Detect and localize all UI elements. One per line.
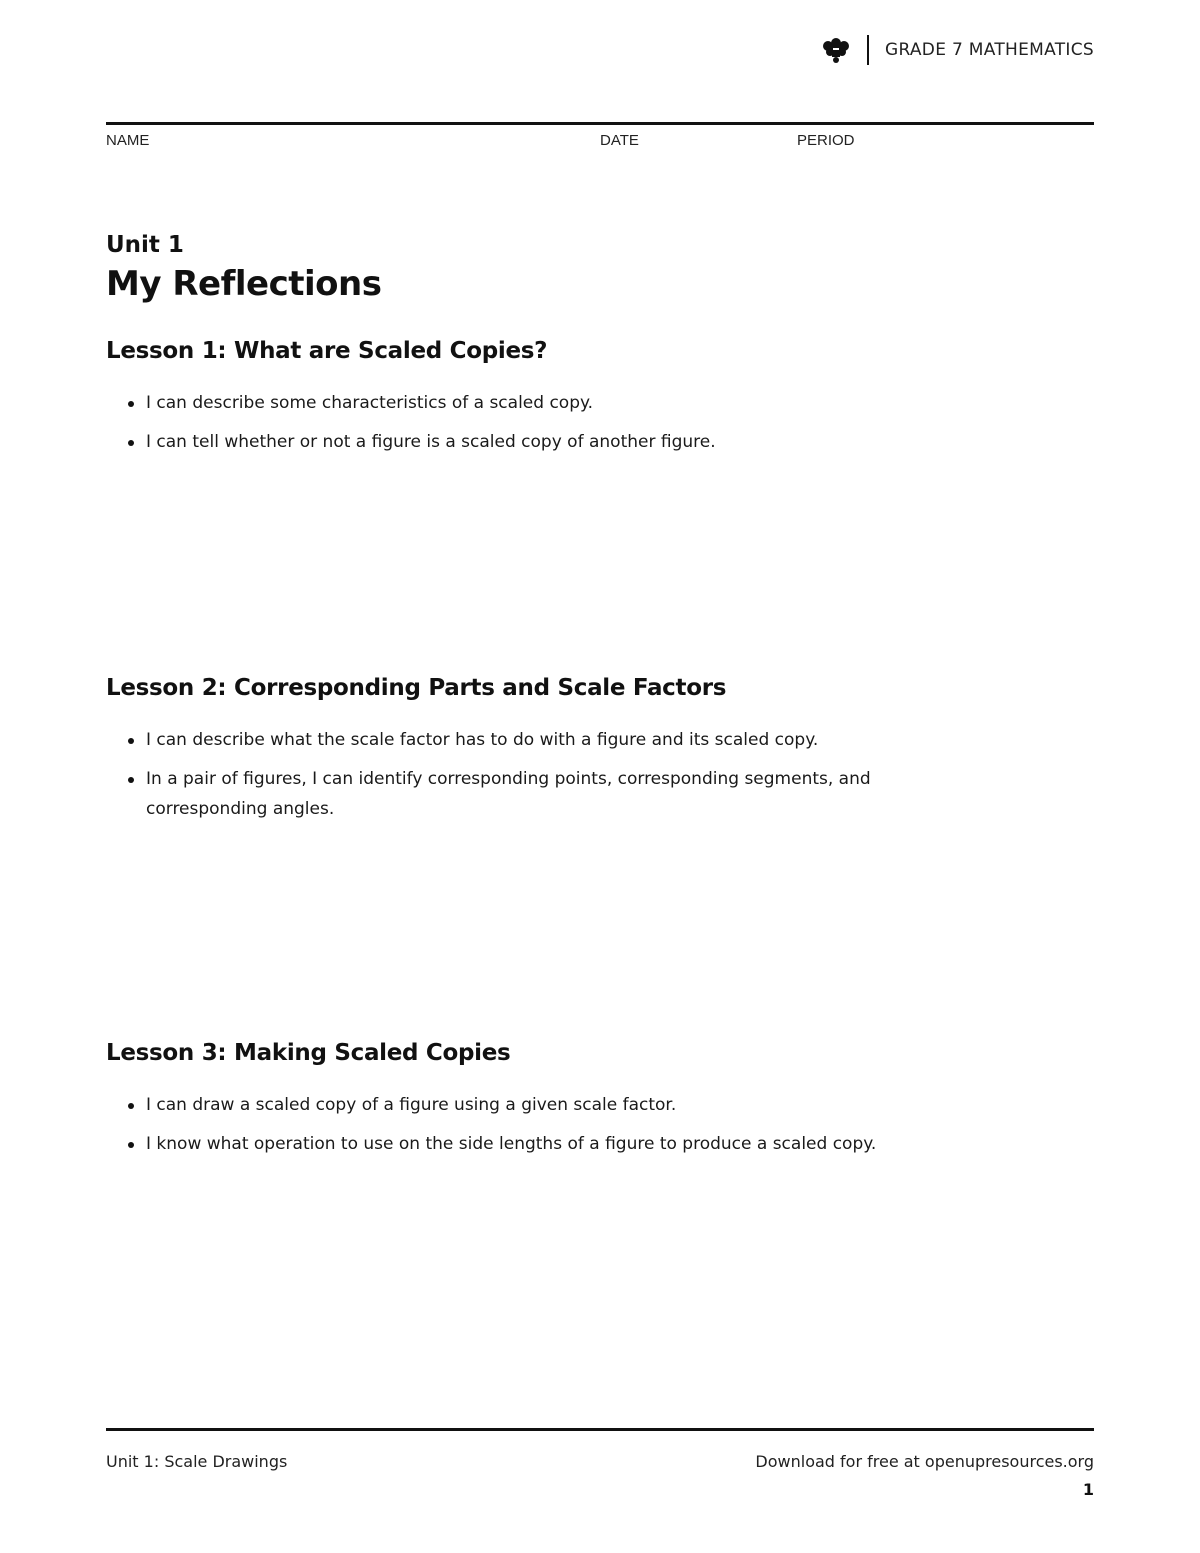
page-header (819, 30, 1094, 70)
top-rule (106, 122, 1094, 125)
list-item (106, 1090, 1006, 1120)
bullet-icon (128, 401, 134, 407)
unit-label: Unit 1 (106, 232, 184, 258)
date-field-label: DATE (600, 132, 639, 149)
list-item-text: I can describe some characteristics of a scaled copy. (146, 393, 594, 413)
bullet-icon (128, 1142, 134, 1148)
bullet-icon (128, 440, 134, 446)
learning-targets-list (106, 1090, 1006, 1159)
name-field-label: NAME (106, 132, 150, 149)
list-item-text: I can describe what the scale factor has to do with a figure and its scaled copy. (146, 730, 819, 750)
footer-unit-title: Unit 1: Scale Drawings (106, 1452, 288, 1471)
list-item-text: I can draw a scaled copy of a figure using a given scale factor. (146, 1095, 677, 1115)
list-item (106, 1129, 1006, 1159)
lesson-title: Lesson 1: What are Scaled Copies? (106, 338, 548, 364)
list-item (106, 764, 906, 824)
lesson-1-section (106, 336, 1006, 457)
lesson-2-section (106, 673, 1006, 824)
lesson-3-section (106, 1038, 1006, 1159)
period-field-label: PERIOD (797, 132, 855, 149)
lesson-title: Lesson 3: Making Scaled Copies (106, 1040, 511, 1066)
page-title: My Reflections (106, 264, 382, 304)
bullet-icon (128, 1103, 134, 1109)
list-item-text: I can tell whether or not a figure is a scaled copy of another figure. (146, 432, 716, 452)
course-title: GRADE 7 MATHEMATICS (884, 40, 1094, 60)
bullet-icon (128, 738, 134, 744)
list-item (106, 427, 1006, 457)
list-item-text: In a pair of figures, I can identify corresponding points, corresponding segments, and corresponding angles. (146, 769, 871, 819)
lesson-title: Lesson 2: Corresponding Parts and Scale Factors (106, 675, 727, 701)
footer-download-link[interactable]: Download for free at openupresources.org (755, 1452, 1094, 1471)
illustrative-mathematics-logo-icon (819, 33, 853, 67)
list-item (106, 388, 1006, 418)
bottom-rule (106, 1428, 1094, 1431)
learning-targets-list (106, 725, 1006, 824)
header-divider (867, 35, 869, 65)
list-item-text: I know what operation to use on the side lengths of a figure to produce a scaled copy. (146, 1134, 877, 1154)
list-item (106, 725, 1006, 755)
learning-targets-list (106, 388, 1006, 457)
bullet-icon (128, 777, 134, 783)
page-number: 1 (1082, 1480, 1094, 1499)
